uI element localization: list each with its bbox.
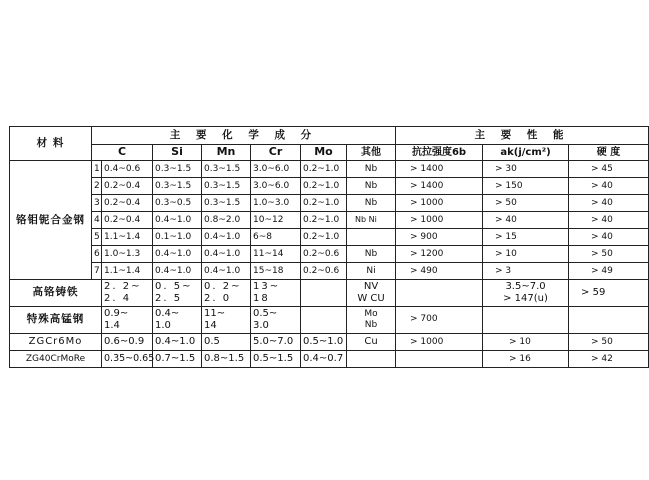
cell-mo: 0.4~0.7 <box>301 351 347 368</box>
cell-c: 1.1~1.4 <box>102 263 153 280</box>
header-cr: Cr <box>251 145 301 161</box>
header-material: 材 料 <box>10 127 92 161</box>
cell-mn: 0.3~1.5 <box>202 178 251 195</box>
table-row <box>10 351 649 368</box>
material-name-crmonb: 铬钼铌合金钢 <box>10 161 92 280</box>
table-row <box>10 212 649 229</box>
header-si: Si <box>153 145 202 161</box>
row-number: 2 <box>92 178 102 195</box>
row-number: 6 <box>92 246 102 263</box>
cell-mn: 0.3~1.5 <box>202 195 251 212</box>
material-name-special-mn-steel: 特殊高锰钢 <box>10 307 102 334</box>
cell-c: 2. 2~ 2. 4 <box>102 280 153 307</box>
cell-c: 0.6~0.9 <box>102 334 153 351</box>
cell-mo <box>301 307 347 334</box>
cell-mo: 0.2~1.0 <box>301 161 347 178</box>
cell-mn: 0.8~2.0 <box>202 212 251 229</box>
cell-other: Ni <box>347 263 396 280</box>
cell-mn: 11~ 14 <box>202 307 251 334</box>
cell-other <box>347 351 396 368</box>
table-row <box>10 307 649 334</box>
cell-mn: 0.4~1.0 <box>202 229 251 246</box>
row-number: 1 <box>92 161 102 178</box>
cell-mn: 0.4~1.0 <box>202 246 251 263</box>
cell-hardness: > 45 <box>569 161 649 178</box>
cell-cr: 5.0~7.0 <box>251 334 301 351</box>
cell-ak: > 40 <box>483 212 569 229</box>
cell-mn: 0.4~1.0 <box>202 263 251 280</box>
table-row <box>10 161 649 178</box>
cell-tensile: > 1400 <box>396 161 483 178</box>
row-number: 3 <box>92 195 102 212</box>
composition-table <box>9 126 649 368</box>
cell-ak: > 16 <box>483 351 569 368</box>
cell-hardness <box>569 307 649 334</box>
header-ak: ak(j/cm²) <box>483 145 569 161</box>
cell-other: Nb <box>347 246 396 263</box>
header-row-sub <box>10 145 649 161</box>
cell-cr: 3.0~6.0 <box>251 161 301 178</box>
cell-ak: > 50 <box>483 195 569 212</box>
header-properties: 主 要 性 能 <box>396 127 649 145</box>
cell-si: 0. 5~ 2. 5 <box>153 280 202 307</box>
cell-tensile: > 1000 <box>396 195 483 212</box>
cell-cr: 10~12 <box>251 212 301 229</box>
table-row <box>10 334 649 351</box>
row-number: 7 <box>92 263 102 280</box>
cell-mo: 0.2~0.6 <box>301 246 347 263</box>
cell-mo: 0.2~1.0 <box>301 178 347 195</box>
cell-cr: 0.5~1.5 <box>251 351 301 368</box>
cell-ak: > 30 <box>483 161 569 178</box>
cell-other: NV W CU <box>347 280 396 307</box>
header-composition: 主 要 化 学 成 分 <box>92 127 396 145</box>
cell-cr: 6~8 <box>251 229 301 246</box>
cell-mo <box>301 280 347 307</box>
cell-tensile <box>396 280 483 307</box>
composition-table-sheet <box>9 126 621 368</box>
cell-si: 0.4~1.0 <box>153 334 202 351</box>
cell-mn: 0.8~1.5 <box>202 351 251 368</box>
row-number: 4 <box>92 212 102 229</box>
cell-hardness: > 59 <box>569 280 649 307</box>
row-number: 5 <box>92 229 102 246</box>
cell-hardness: > 50 <box>569 246 649 263</box>
cell-ak: 3.5~7.0 > 147(u) <box>483 280 569 307</box>
cell-ak: > 150 <box>483 178 569 195</box>
cell-other: Cu <box>347 334 396 351</box>
cell-c: 0.2~0.4 <box>102 178 153 195</box>
cell-tensile: > 1000 <box>396 212 483 229</box>
cell-tensile: > 1200 <box>396 246 483 263</box>
cell-c: 0.9~ 1.4 <box>102 307 153 334</box>
cell-hardness: > 40 <box>569 178 649 195</box>
header-hardness: 硬 度 <box>569 145 649 161</box>
cell-hardness: > 40 <box>569 212 649 229</box>
cell-cr: 0.5~ 3.0 <box>251 307 301 334</box>
cell-hardness: > 49 <box>569 263 649 280</box>
table-row <box>10 263 649 280</box>
material-name-high-cr-iron: 高铬铸铁 <box>10 280 102 307</box>
material-name-zgcr6mo: ZGCr6Mo <box>10 334 102 351</box>
material-name-zg40crmore: ZG40CrMoRe <box>10 351 102 368</box>
cell-hardness: > 50 <box>569 334 649 351</box>
cell-si: 0.7~1.5 <box>153 351 202 368</box>
cell-cr: 1.0~3.0 <box>251 195 301 212</box>
cell-c: 0.4~0.6 <box>102 161 153 178</box>
header-other: 其他 <box>347 145 396 161</box>
cell-si: 0.4~1.0 <box>153 246 202 263</box>
cell-si: 0.4~1.0 <box>153 212 202 229</box>
cell-hardness: > 40 <box>569 229 649 246</box>
cell-other: Nb <box>347 161 396 178</box>
cell-tensile: > 1400 <box>396 178 483 195</box>
header-mn: Mn <box>202 145 251 161</box>
table-row <box>10 178 649 195</box>
cell-tensile: > 1000 <box>396 334 483 351</box>
cell-si: 0.4~1.0 <box>153 263 202 280</box>
cell-mn: 0.3~1.5 <box>202 161 251 178</box>
header-c: C <box>92 145 153 161</box>
cell-mo: 0.2~1.0 <box>301 229 347 246</box>
cell-other: Nb <box>347 195 396 212</box>
cell-cr: 11~14 <box>251 246 301 263</box>
cell-other: Mo Nb <box>347 307 396 334</box>
cell-tensile: > 900 <box>396 229 483 246</box>
cell-mo: 0.2~0.6 <box>301 263 347 280</box>
cell-c: 0.35~0.65 <box>102 351 153 368</box>
table-row <box>10 280 649 307</box>
header-tensile: 抗拉强度6b <box>396 145 483 161</box>
cell-c: 0.2~0.4 <box>102 212 153 229</box>
cell-cr: 15~18 <box>251 263 301 280</box>
cell-ak: > 10 <box>483 334 569 351</box>
cell-other: Nb <box>347 178 396 195</box>
table-row <box>10 246 649 263</box>
cell-mo: 0.2~1.0 <box>301 212 347 229</box>
cell-hardness: > 42 <box>569 351 649 368</box>
cell-ak <box>483 307 569 334</box>
cell-ak: > 10 <box>483 246 569 263</box>
cell-mn: 0.5 <box>202 334 251 351</box>
cell-si: 0.3~0.5 <box>153 195 202 212</box>
header-mo: Mo <box>301 145 347 161</box>
cell-hardness: > 40 <box>569 195 649 212</box>
cell-si: 0.4~ 1.0 <box>153 307 202 334</box>
header-row-top <box>10 127 649 145</box>
cell-mn: 0. 2~ 2. 0 <box>202 280 251 307</box>
cell-si: 0.3~1.5 <box>153 161 202 178</box>
table-row <box>10 195 649 212</box>
cell-tensile: > 490 <box>396 263 483 280</box>
cell-cr: 3.0~6.0 <box>251 178 301 195</box>
cell-c: 1.1~1.4 <box>102 229 153 246</box>
cell-ak: > 3 <box>483 263 569 280</box>
cell-si: 0.1~1.0 <box>153 229 202 246</box>
cell-tensile: > 700 <box>396 307 483 334</box>
cell-c: 0.2~0.4 <box>102 195 153 212</box>
cell-ak: > 15 <box>483 229 569 246</box>
cell-other: Nb Ni <box>347 212 396 229</box>
cell-other <box>347 229 396 246</box>
cell-mo: 0.2~1.0 <box>301 195 347 212</box>
cell-si: 0.3~1.5 <box>153 178 202 195</box>
table-row <box>10 229 649 246</box>
cell-c: 1.0~1.3 <box>102 246 153 263</box>
cell-cr: 13~ 18 <box>251 280 301 307</box>
cell-tensile <box>396 351 483 368</box>
cell-mo: 0.5~1.0 <box>301 334 347 351</box>
